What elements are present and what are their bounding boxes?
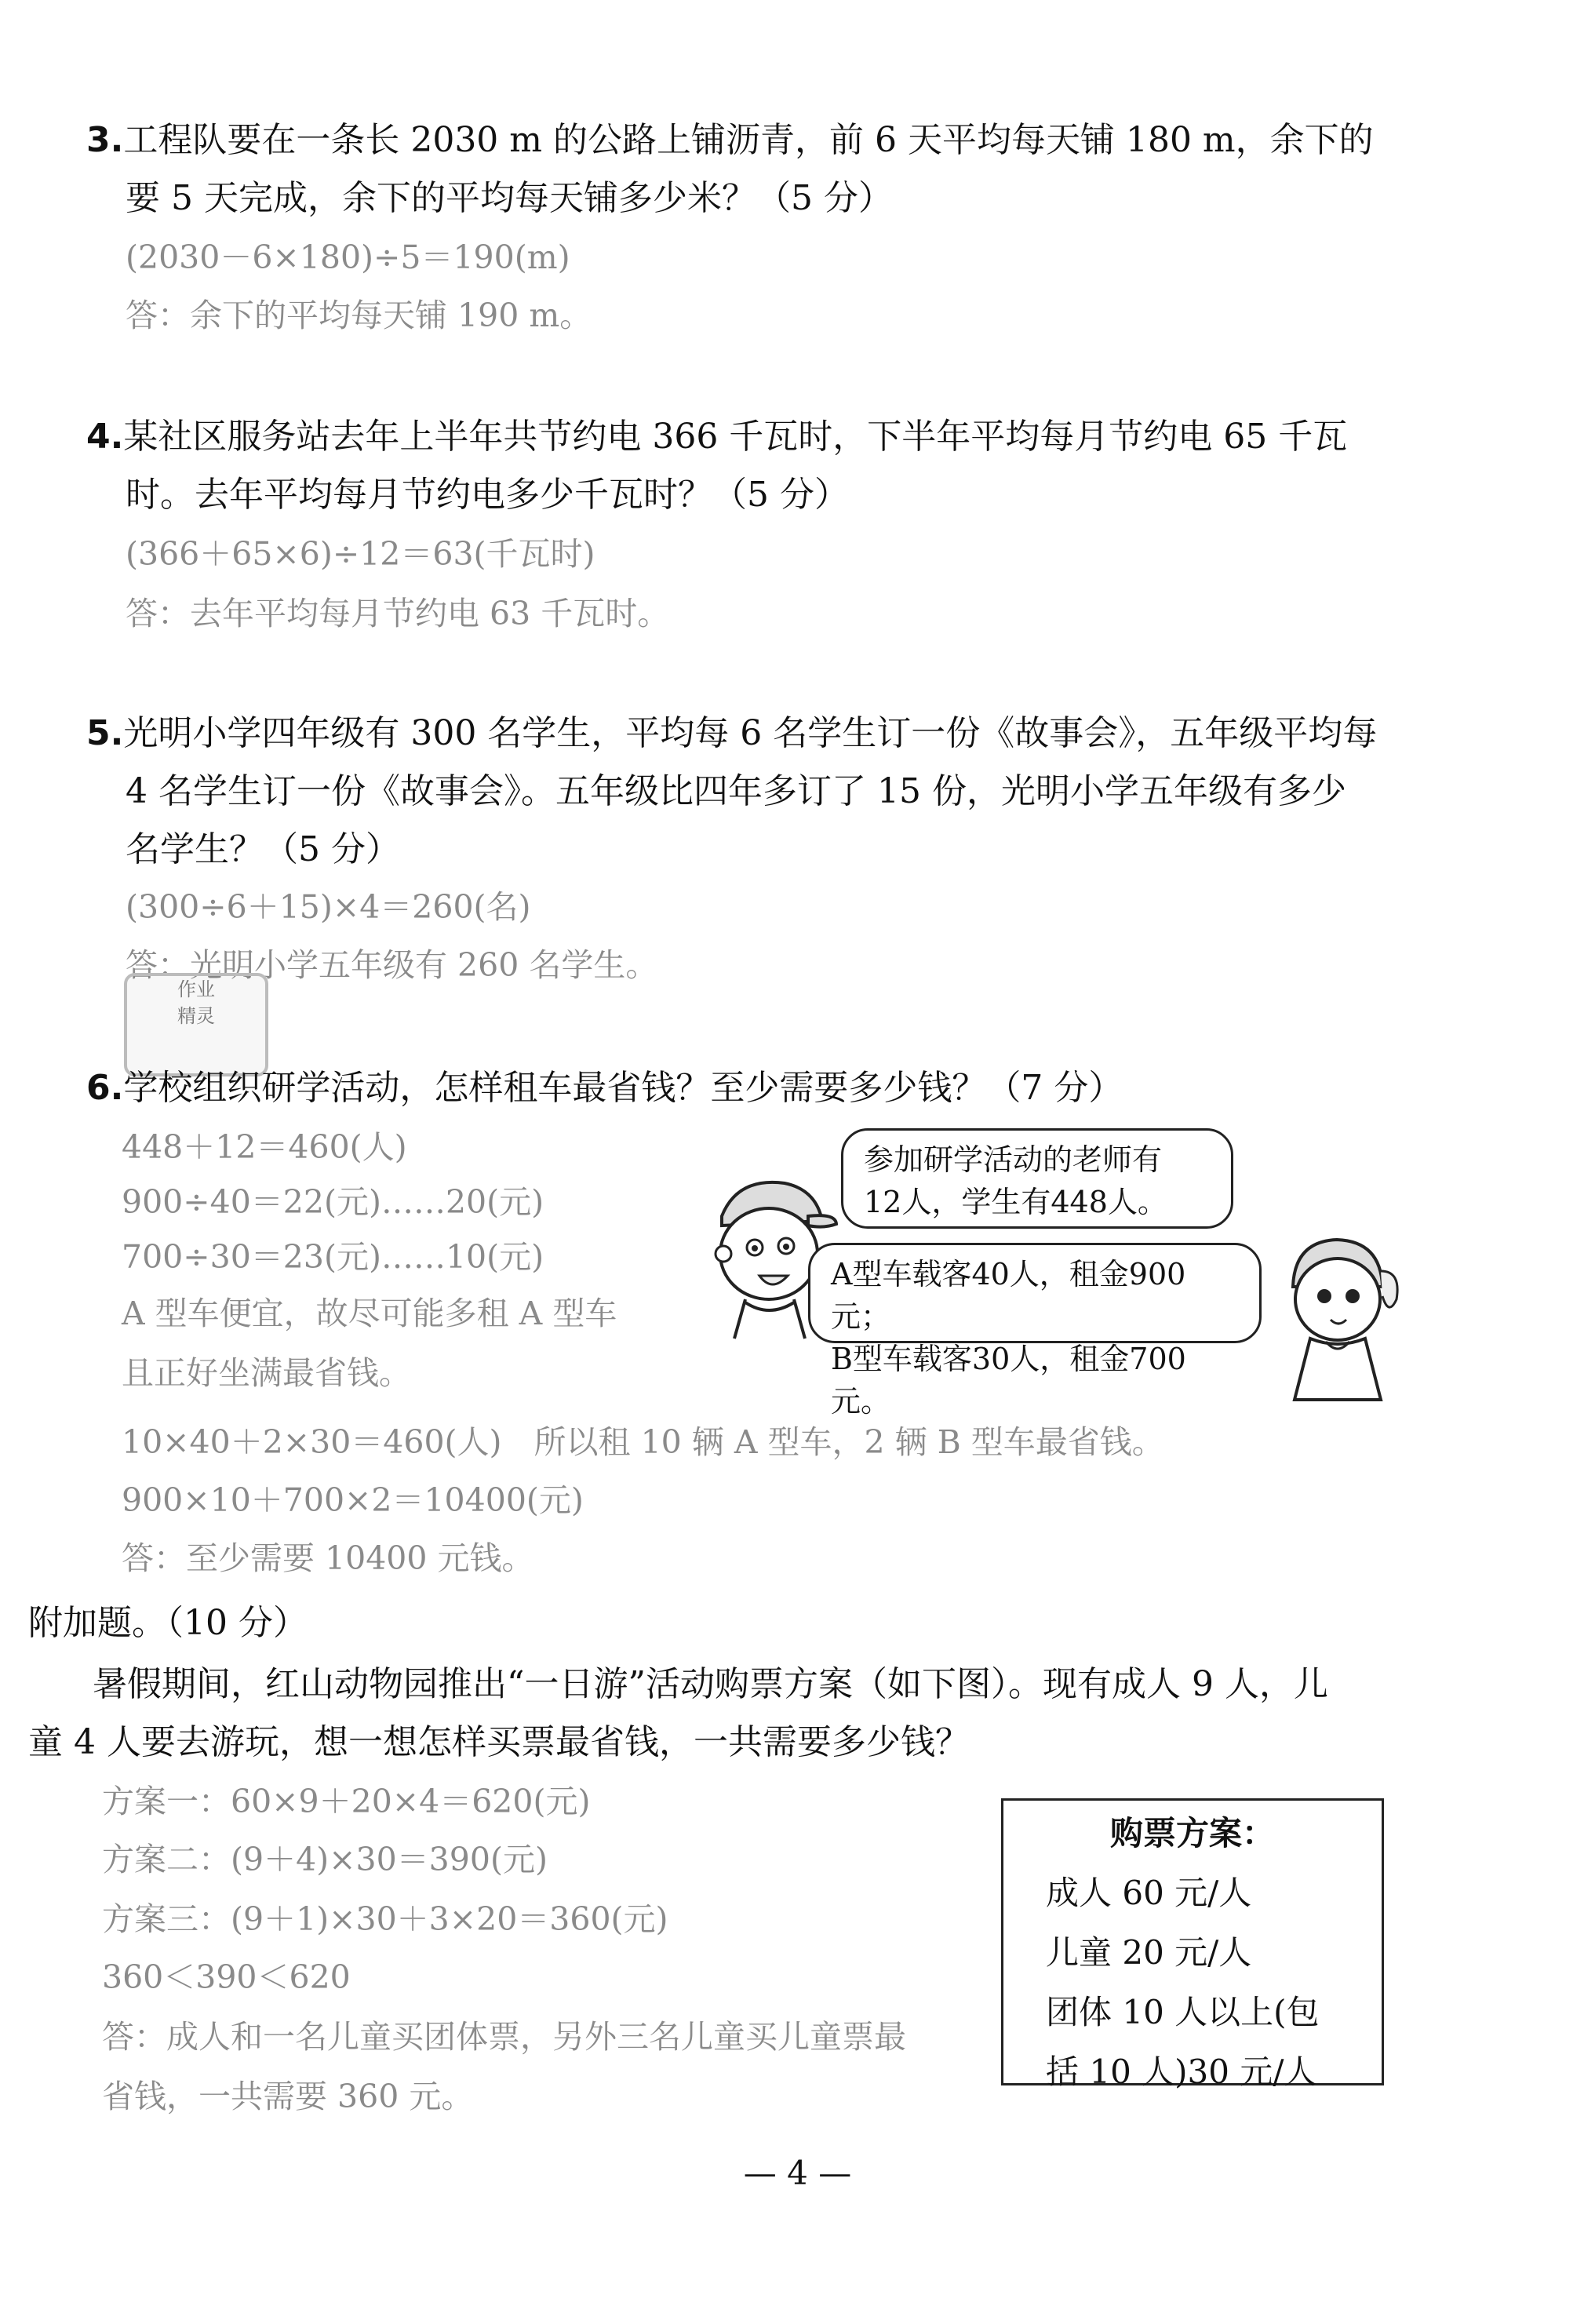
answer-6-step-7: 900×10＋700×2＝10400(元) (122, 1481, 584, 1519)
bubble-line-2: 12人，学生有448人。 (864, 1185, 1167, 1219)
bus-rental-speech-bubble (808, 1243, 1262, 1419)
ticket-plan-child: 儿童 20 元/人 (1046, 1933, 1252, 1972)
question-3-line-1 (86, 111, 1374, 169)
answer-6-step-4: A 型车便宜，故尽可能多租 A 型车 (122, 1295, 617, 1332)
question-3-line-2: 要 5 天完成，余下的平均每天铺多少米？（5 分） (126, 178, 893, 218)
bonus-line-2: 童 4 人要去游玩，想一想怎样买票最省钱，一共需要多少钱？ (28, 1722, 970, 1762)
bonus-title: 附加题。（10 分） (28, 1603, 308, 1643)
ticket-plan-group-line-1: 团体 10 人以上(包 (1046, 1993, 1320, 2031)
teacher-count-speech-bubble (841, 1128, 1233, 1229)
question-6-line-1 (86, 1059, 1123, 1117)
question-4-line-2: 时。去年平均每月节约电多少千瓦时？（5 分） (126, 475, 849, 515)
ticket-plan-adult: 成人 60 元/人 (1046, 1874, 1252, 1912)
answer-5-statement: 答：光明小学五年级有 260 名学生。 (126, 946, 658, 984)
question-text: 光明小学四年级有 300 名学生，平均每 6 名学生订一份《故事会》，五年级平均每 (123, 713, 1378, 753)
answer-6-step-2: 900÷40＝22(元)……20(元) (122, 1183, 544, 1221)
ticket-plan-box (1001, 1798, 1384, 2091)
answer-6-step-5: 且正好坐满最省钱。 (122, 1354, 411, 1392)
answer-4-statement: 答：去年平均每月节约电 63 千瓦时。 (126, 595, 670, 632)
question-text: 工程队要在一条长 2030 m 的公路上铺沥青，前 6 天平均每天铺 180 m，余下的 (123, 120, 1374, 160)
page-number: — 4 — (743, 2154, 852, 2192)
ticket-plan-group-line-2: 括 10 人)30 元/人 (1046, 2053, 1317, 2091)
bonus-plan-3: 方案三：(9＋1)×30＋3×20＝360(元) (102, 1900, 668, 1938)
question-number: 5. (86, 713, 124, 753)
question-number: 6. (86, 1068, 124, 1108)
bonus-plan-2: 方案二：(9＋4)×30＝390(元) (102, 1841, 548, 1878)
answer-3-statement: 答：余下的平均每天铺 190 m。 (126, 297, 592, 334)
answer-6-step-3: 700÷30＝23(元)……10(元) (122, 1238, 544, 1276)
bonus-answer-line-1: 答：成人和一名儿童买团体票，另外三名儿童买儿童票最 (102, 2018, 906, 2056)
stamp-line-2: 精灵 (177, 1005, 215, 1027)
answer-3-formula: (2030－6×180)÷5＝190(m) (126, 239, 570, 276)
ticket-plan-title: 购票方案： (1109, 1814, 1275, 1852)
question-number: 4. (86, 417, 124, 457)
bubble-line-2: B型车载客30人，租金700元。 (831, 1342, 1186, 1419)
question-number: 3. (86, 120, 124, 160)
bonus-line-1: 暑假期间，红山动物园推出“一日游”活动购票方案（如下图）。现有成人 9 人，儿 (93, 1664, 1328, 1704)
question-5-line-3: 名学生？（5 分） (126, 829, 400, 869)
stamp-line-1: 作业 (177, 978, 215, 1000)
question-5-line-1 (86, 705, 1377, 763)
girl-with-pigtails-illustration (1271, 1224, 1404, 1404)
answer-4-formula: (366＋65×6)÷12＝63(千瓦时) (126, 535, 595, 573)
question-text: 学校组织研学活动，怎样租车最省钱？至少需要多少钱？（7 分） (123, 1068, 1123, 1108)
question-text: 某社区服务站去年上半年共节约电 366 千瓦时，下半年平均每月节约电 65 千瓦 (123, 417, 1348, 457)
question-5-line-2: 4 名学生订一份《故事会》。五年级比四年多订了 15 份，光明小学五年级有多少 (126, 771, 1346, 811)
answer-6-step-1: 448＋12＝460(人) (122, 1128, 407, 1166)
bonus-plan-1: 方案一：60×9＋20×4＝620(元) (102, 1783, 591, 1820)
bonus-comparison: 360＜390＜620 (102, 1958, 351, 1996)
question-4-line-1 (86, 408, 1347, 466)
answer-6-step-6: 10×40＋2×30＝460(人) 所以租 10 辆 A 型车，2 辆 B 型车最省钱。 (122, 1423, 1164, 1461)
bubble-line-1: 参加研学活动的老师有 (864, 1142, 1163, 1177)
bonus-answer-line-2: 省钱，一共需要 360 元。 (102, 2078, 474, 2115)
answer-6-statement: 答：至少需要 10400 元钱。 (122, 1539, 534, 1577)
answer-5-formula: (300÷6＋15)×4＝260(名) (126, 888, 531, 926)
bubble-line-1: A型车载客40人，租金900元； (831, 1257, 1186, 1334)
